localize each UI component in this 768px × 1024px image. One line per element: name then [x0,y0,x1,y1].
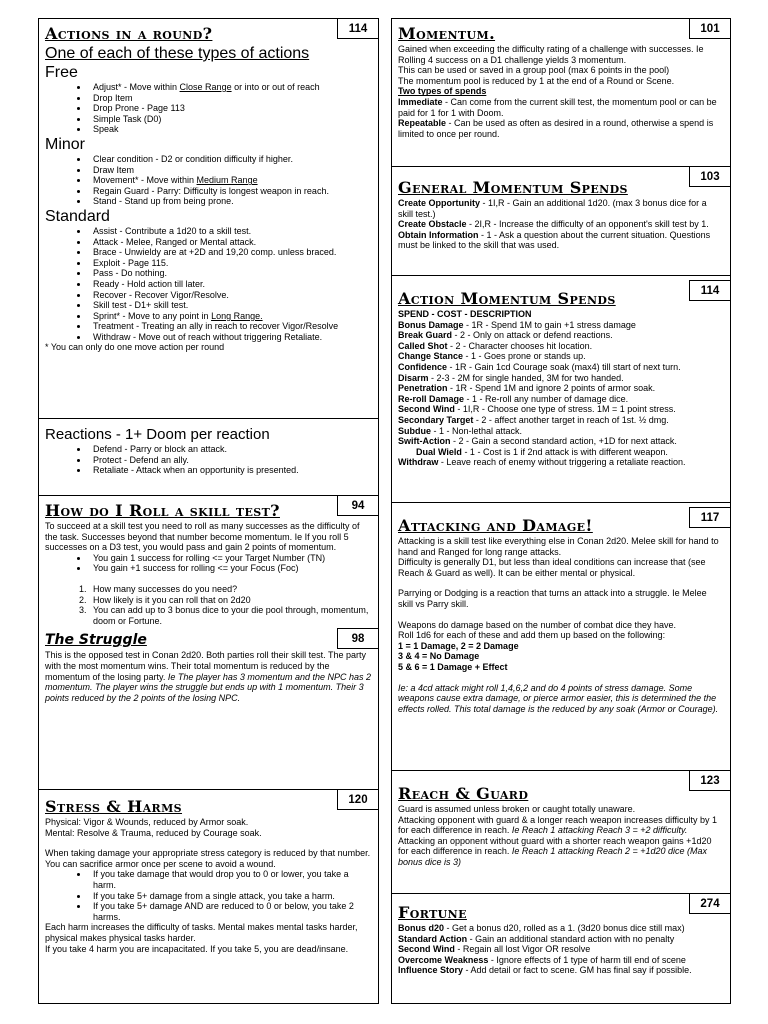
action-spends-header: SPEND - COST - DESCRIPTION [398,309,532,319]
minor-list [45,154,372,207]
stress-outro-2: If you take 4 harm you are incapacitated. If you take 5, you are dead/insane. [45,943,349,954]
action-spend-item: Confidence - 1R - Gain 1cd Courage soak (max4) till start of next turn. [398,361,681,372]
reach-title: Reach & Guard [398,784,529,803]
roll-page-number: 94 [337,495,379,516]
general-spends-page-number: 103 [689,166,731,187]
attacking-page-number: 117 [689,507,731,528]
action-spend-item: Change Stance - 1 - Goes prone or stands up. [398,351,586,362]
fortune-item: Second Wind - Regain all lost Vigor OR resolve [398,944,591,955]
free-item: • Speak [89,124,372,135]
immediate-spend: Immediate - Can come from the current skill test, the momentum pool or can be paid for 1 for 1 with Doom. [398,96,717,118]
stress-outro-1: Each harm increases the difficulty of tasks. Mental makes mental tasks harder, physical makes physical tasks harder. [45,922,358,943]
action-spend-item: Penetration - 1R - Spend 1M and ignore 2 points of armor soak. [398,383,656,394]
actions-page-number: 114 [337,18,379,39]
standard-item: • Withdraw - Move out of reach without triggering Retaliate. [89,332,372,343]
roll-step: 3. You can add up to 3 bonus dice to your die pool through, momentum, doom or Fortune. [89,605,372,626]
stress-intro: When taking damage your appropriate stress category is reduced by that number. You can sacrifice armor once per scene to avoid a wound. [45,848,371,869]
minor-heading: Minor [45,135,86,153]
standard-item: • Exploit - Page 115. [89,258,372,269]
fortune-page-number: 274 [689,893,731,914]
attacking-panel [391,502,731,771]
action-spends-page-number: 114 [689,280,731,301]
reaction-item: • Defend - Parry or block an attack. [89,444,372,455]
standard-item: • Skill test - D1+ skill test. [89,300,372,311]
stress-physical: Physical: Vigor & Wounds, reduced by Armor soak. [45,817,249,827]
attacking-p5: Roll 1d6 for each of these and add them up based on the following: [398,630,666,641]
roll-step: 1. How many successes do you need? [89,584,372,595]
standard-item: • Treatment - Treating an ally in reach to recover Vigor/Resolve [89,321,372,332]
standard-list [45,226,372,343]
action-spend-item: Dual Wield - 1 - Cost is 1 if 2nd attack is with different weapon. [416,446,668,457]
minor-item: • Movement* - Move within Medium Range [89,175,372,186]
free-item: • Drop Item [89,93,372,104]
action-spend-item: Secondary Target - 2 - affect another target in reach of 1st. ½ dmg. [398,414,669,425]
standard-heading: Standard [45,207,110,225]
standard-item: • Brace - Unwieldy are at +2D and 19,20 comp. unless braced. [89,247,372,258]
free-heading: Free [45,64,78,81]
standard-item: • Pass - Do nothing. [89,268,372,279]
roll-steps [45,584,372,626]
momentum-line: This can be used or saved in a group pool (max 6 points in the pool) [398,65,670,76]
reach-p3: Attacking an opponent without guard with a shorter reach weapon gains +1d20 for each difference in reach. Ie Reach 1 attacking Reach 2 = +1d20 dice (Max bonus dice is 3) [398,835,712,867]
minor-item: • Clear condition - D2 or condition difficulty if higher. [89,154,372,165]
fortune-item: Overcome Weakness - Ignore effects of 1 type of harm till end of scene [398,954,686,965]
momentum-line: The momentum pool is reduced by 1 at the end of a Round or Scene. [398,75,675,86]
general-spends-panel [391,166,731,276]
actions-subtitle: One of each of these types of actions [45,45,310,62]
reaction-item: • Protect - Defend an ally. [89,455,372,466]
stress-panel [38,789,379,1004]
stress-mental: Mental: Resolve & Trauma, reduced by Courage soak. [45,827,262,838]
momentum-page-number: 101 [689,18,731,39]
roll-bullet: • You gain +1 success for rolling <= your Focus (Foc) [89,563,372,574]
standard-item: • Sprint* - Move to any point in Long Range. [89,311,372,322]
standard-item: • Recover - Recover Vigor/Resolve. [89,290,372,301]
attacking-p2: Difficulty is generally D1, but less than ideal conditions can increase that (see Reach & Guard as well). It can be either mental or physical. [398,557,706,578]
general-spend-item: Obtain Information - 1 - Ask a question about the current situation. Questions must be linked to the skill that was used. [398,229,711,251]
struggle-text: This is the opposed test in Conan 2d20. Both parties roll their skill test. The party with the most momentum wins. Their total momentum is reduced by the momentum of the losing party. Ie The player has 3 momentum and the NPC has 2 momentum. The player wins the struggle but ends up with 1 momentum. Their 3 points reduced by the 2 points of the losing NPC. [45,650,371,703]
move-action-note: * You can only do one move action per round [45,342,225,353]
action-spend-item: Withdraw - Leave reach of enemy without triggering a retaliate reaction. [398,457,686,468]
roll-panel [38,495,379,790]
damage-rule-2: 3 & 4 = No Damage [398,651,480,662]
general-spends-title: General Momentum Spends [398,178,628,197]
damage-rule-3: 5 & 6 = 1 Damage + Effect [398,661,508,672]
fortune-item: Standard Action - Gain an additional standard action with no penalty [398,933,675,944]
action-spend-item: Re-roll Damage - 1 - Re-roll any number of damage dice. [398,393,629,404]
stress-bullet: • If you take damage that would drop you to 0 or lower, you take a harm. [89,869,372,890]
roll-title: How do I Roll a skill test? [45,501,280,520]
action-spends-title: Action Momentum Spends [398,289,616,308]
roll-bullets [45,553,372,574]
roll-bullet: • You gain 1 success for rolling <= your Target Number (TN) [89,553,372,564]
action-spend-item: Called Shot - 2 - Character chooses hit location. [398,340,593,351]
stress-bullet: • If you take 5+ damage AND are reduced to 0 or below, you take 2 harms. [89,901,372,922]
standard-item: • Assist - Contribute a 1d20 to a skill test. [89,226,372,237]
free-item: • Drop Prone - Page 113 [89,103,372,114]
attacking-p3: Parrying or Dodging is a reaction that turns an attack into a struggle. Ie Melee skill vs Parry skill. [398,588,707,609]
free-item: • Adjust* - Move within Close Range or into or out of reach [89,82,372,93]
reach-p2: Attacking opponent with guard & a longer reach weapon increases difficulty by 1 for each difference in reach. Ie Reach 1 attacking Reach 3 = +2 difficulty. [398,814,718,836]
reactions-title: Reactions - 1+ Doom per reaction [45,426,270,443]
minor-item: • Draw Item [89,165,372,176]
struggle-title: The Struggle [45,632,147,649]
reactions-panel [38,418,379,496]
reach-p1: Guard is assumed unless broken or caught totally unaware. [398,804,636,814]
damage-rule-1: 1 = 1 Damage, 2 = 2 Damage [398,640,519,651]
momentum-title: Momentum. [398,24,496,43]
stress-bullets [45,869,372,922]
fortune-title: Fortune [398,903,467,922]
action-spends-panel [391,275,731,503]
minor-item: • Regain Guard - Parry: Difficulty is longest weapon in reach. [89,186,372,197]
fortune-item: Influence Story - Add detail or fact to scene. GM has final say if possible. [398,965,692,976]
standard-item: • Ready - Hold action till later. [89,279,372,290]
spend-types-heading: Two types of spends [398,86,487,97]
attacking-title: Attacking and Damage! [398,516,593,535]
fortune-item: Bonus d20 - Get a bonus d20, rolled as a 1. (3d20 bonus dice still max) [398,923,685,933]
reactions-list [45,444,372,476]
action-spend-item: Subdue - 1 - Non-lethal attack. [398,425,523,436]
reach-panel [391,770,731,894]
action-spend-item: Swift-Action - 2 - Gain a second standard action, +1D for next attack. [398,436,677,447]
struggle-page-number: 98 [337,628,379,649]
roll-step: 2. How likely is it you can roll that on 2d20 [89,595,372,606]
momentum-panel [391,18,731,167]
actions-title: Actions in a round? [45,24,213,43]
general-spend-item: Create Obstacle - 2I,R - Increase the difficulty of an opponent's skill test by 1. [398,219,709,230]
action-spend-item: Disarm - 2-3 - 2M for single handed, 3M for two handed. [398,372,624,383]
stress-bullet: • If you take 5+ damage from a single attack, you take a harm. [89,891,372,902]
free-list [45,82,372,135]
action-spend-item: Second Wind - 1I,R - Choose one type of stress. 1M = 1 point stress. [398,404,676,415]
roll-intro: To succeed at a skill test you need to roll as many successes as the difficulty of the task. Successes beyond that number become momentum. Ie If you roll 5 successes on a D3 test, you would pass and gain 2 points of momentum. [45,521,360,553]
free-item: • Simple Task (D0) [89,114,372,125]
attacking-p4: Weapons do damage based on the number of combat dice they have. [398,619,677,630]
general-spend-item: Create Opportunity - 1I,R - Gain an additional 1d20. (max 3 bonus dice for a skill test.) [398,198,707,219]
attacking-example: Ie: a 4cd attack might roll 1,4,6,2 and do 4 points of stress damage. Some weapons cause extra damage, or pierce armor easier, this is determined the the effects rolled. This total damage is the reduced by any soak (Armor or Courage). [398,682,719,714]
stress-page-number: 120 [337,789,379,810]
reach-page-number: 123 [689,770,731,791]
standard-item: • Attack - Melee, Ranged or Mental attack. [89,237,372,248]
attacking-p1: Attacking is a skill test like everything else in Conan 2d20. Melee skill for hand to hand and Ranged for long range attacks. [398,536,719,557]
action-spend-item: Bonus Damage - 1R - Spend 1M to gain +1 stress damage [398,319,636,330]
momentum-line: Gained when exceeding the difficulty rating of a challenge with successes. Ie Rolling 4 success on a D1 challenge yields 3 momentum. [398,44,704,65]
repeatable-spend: Repeatable - Can be used as often as desired in a round, otherwise a spend is limited to once per round. [398,118,714,139]
actions-panel [38,18,379,419]
fortune-panel [391,893,731,1004]
stress-title: Stress & Harms [45,797,183,816]
action-spend-item: Break Guard - 2 - Only on attack or defend reactions. [398,330,613,341]
minor-item: • Stand - Stand up from being prone. [89,196,372,207]
reaction-item: • Retaliate - Attack when an opportunity is presented. [89,465,372,476]
